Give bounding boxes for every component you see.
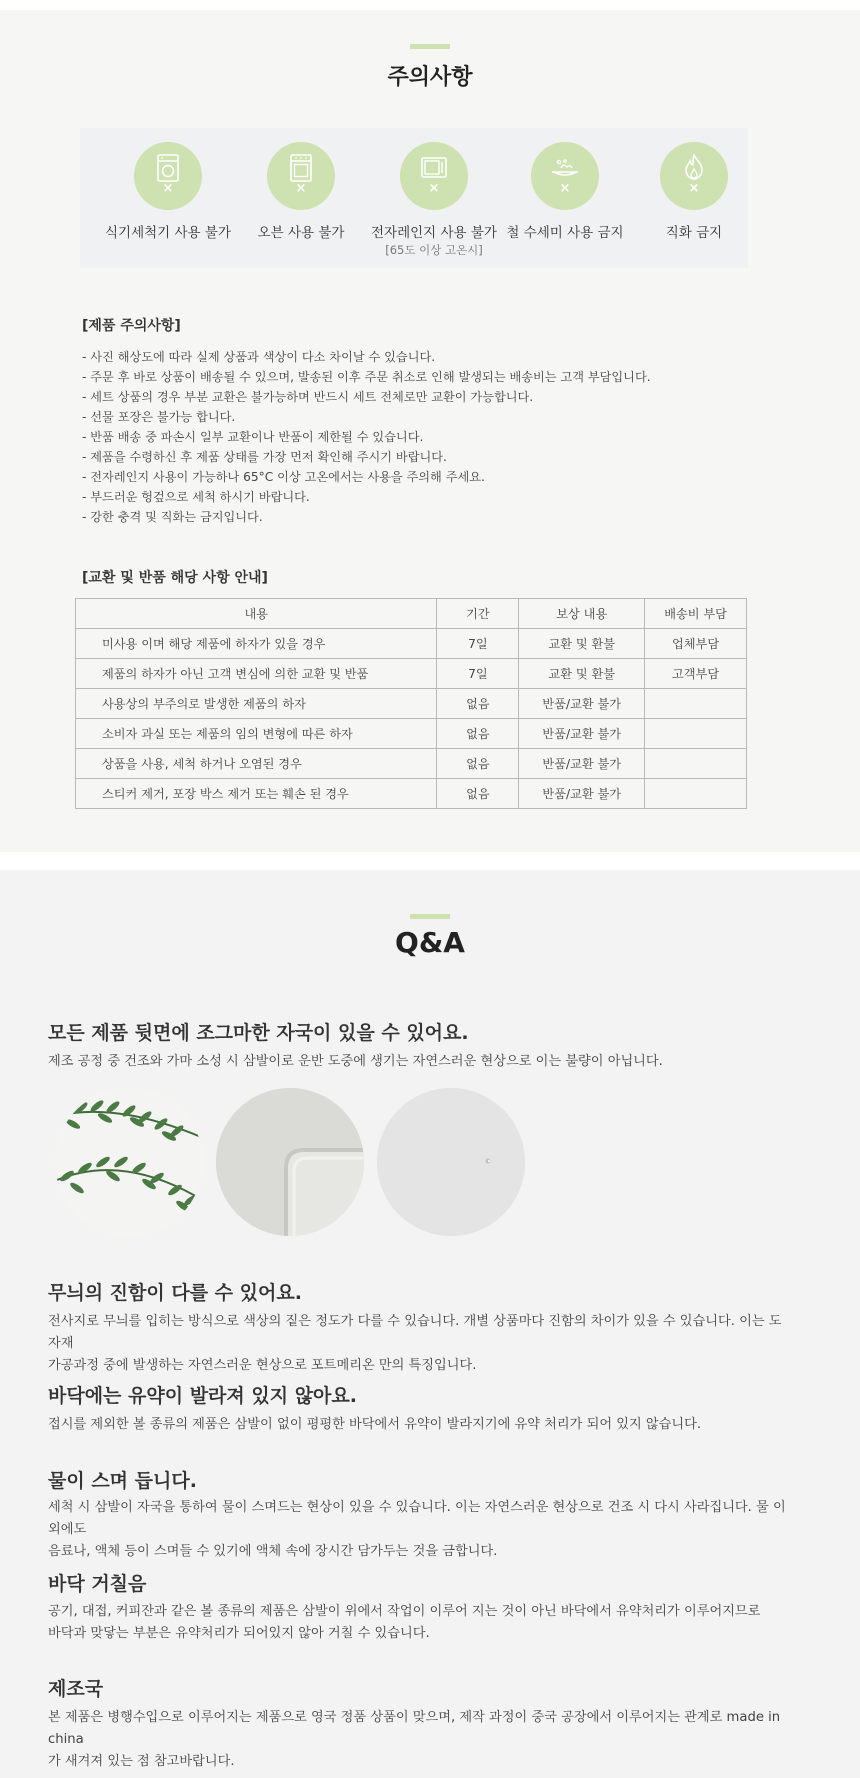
steel-scrubber-icon bbox=[551, 158, 579, 180]
cell-period: 7일 bbox=[437, 629, 519, 659]
qa-body-line: 본 제품은 병행수입으로 이루어지는 제품으로 영국 정품 상품이 맞으며, 제작 과정이 중국 공장에서 이루어지는 관계로 made in china bbox=[48, 1710, 781, 1747]
notice-title: [제품 주의사항] bbox=[82, 318, 181, 334]
caution-item-sub: [65도 이상 고온시] bbox=[385, 243, 483, 257]
dishwasher-icon bbox=[156, 154, 180, 182]
table-row bbox=[76, 689, 747, 719]
table-row bbox=[76, 629, 747, 659]
col-header-period: 기간 bbox=[437, 599, 519, 629]
prohibited-mark-icon: × bbox=[688, 181, 700, 196]
notice-item: - 주문 후 바로 상품이 배송될 수 있으며, 발송된 이후 주문 취소로 인해 발생되는 배송비는 고객 부담입니다. bbox=[82, 370, 651, 384]
notice-list bbox=[82, 347, 651, 527]
cell-compensation: 교환 및 환불 bbox=[519, 659, 645, 689]
caution-item-label: 직화 금지 bbox=[665, 225, 723, 241]
table-header-row bbox=[76, 599, 747, 629]
col-header-shipping: 배송비 부담 bbox=[645, 599, 747, 629]
qa-item-title: 모든 제품 뒷면에 조그마한 자국이 있을 수 있어요. bbox=[48, 1022, 469, 1044]
table-row bbox=[76, 779, 747, 809]
cell-period: 없음 bbox=[437, 719, 519, 749]
qa-item-title: 바닥에는 유약이 발라져 있지 않아요. bbox=[48, 1385, 357, 1407]
col-header-content: 내용 bbox=[76, 599, 437, 629]
cell-compensation: 반품/교환 불가 bbox=[519, 719, 645, 749]
cell-shipping bbox=[645, 719, 747, 749]
cell-content: 사용상의 부주의로 발생한 제품의 하자 bbox=[76, 689, 437, 719]
leaf-pattern-image bbox=[55, 1088, 203, 1236]
microwave-icon bbox=[421, 156, 447, 180]
prohibited-mark-icon: × bbox=[162, 181, 174, 196]
cell-shipping: 고객부담 bbox=[645, 659, 747, 689]
caution-item-label: 오븐 사용 불가 bbox=[257, 225, 345, 241]
notice-item: - 강한 충격 및 직화는 금지입니다. bbox=[82, 510, 263, 524]
table-row bbox=[76, 659, 747, 689]
dish-corner-image bbox=[216, 1088, 364, 1236]
cell-shipping bbox=[645, 689, 747, 719]
caution-item-label: 식기세척기 사용 불가 bbox=[105, 225, 231, 241]
cell-period: 없음 bbox=[437, 749, 519, 779]
caution-title: 주의사항 bbox=[387, 65, 473, 90]
cell-period: 7일 bbox=[437, 659, 519, 689]
qa-body-line: 음료나, 액체 등이 스며들 수 있기에 액체 속에 장시간 담가두는 것을 금합니다. bbox=[48, 1544, 498, 1559]
notice-item: - 사진 해상도에 따라 실제 상품과 색상이 다소 차이날 수 있습니다. bbox=[82, 350, 436, 364]
bottom-mark-image bbox=[377, 1088, 525, 1236]
cell-content: 스티커 제거, 포장 박스 제거 또는 훼손 된 경우 bbox=[76, 779, 437, 809]
caution-item-label: 전자레인지 사용 불가 bbox=[371, 225, 497, 241]
product-photo-pattern bbox=[55, 1088, 203, 1236]
qa-item-body bbox=[48, 1051, 788, 1073]
caution-title-bar bbox=[410, 44, 450, 49]
notice-item: - 부드러운 헝겊으로 세척 하시기 바랍니다. bbox=[82, 490, 310, 504]
cell-period: 없음 bbox=[437, 689, 519, 719]
cell-shipping: 업체부담 bbox=[645, 629, 747, 659]
qa-body-line: 전사지로 무늬를 입히는 방식으로 색상의 짙은 정도가 다를 수 있습니다. 개별 상품마다 진함의 차이가 있을 수 있습니다. 이는 도자재 bbox=[48, 1314, 782, 1351]
caution-item-label: 철 수세미 사용 금지 bbox=[506, 225, 624, 241]
product-photo-corner bbox=[216, 1088, 364, 1236]
table-row bbox=[76, 749, 747, 779]
cell-period: 없음 bbox=[437, 779, 519, 809]
qa-body-line: 가공과정 중에 발생하는 자연스러운 현상으로 포트메리온 만의 특징입니다. bbox=[48, 1358, 477, 1373]
qa-item-body bbox=[48, 1601, 788, 1645]
prohibited-mark-icon: × bbox=[428, 181, 440, 196]
qa-title: Q&A bbox=[395, 926, 465, 959]
qa-item-title: 물이 스며 듭니다. bbox=[48, 1470, 197, 1492]
notice-item: - 반품 배송 중 파손시 일부 교환이나 반품이 제한될 수 있습니다. bbox=[82, 430, 424, 444]
cell-content: 소비자 과실 또는 제품의 임의 변형에 따른 하자 bbox=[76, 719, 437, 749]
qa-item-title: 제조국 bbox=[48, 1678, 104, 1700]
notice-item: - 제품을 수령하신 후 제품 상태를 가장 먼저 확인해 주시기 바랍니다. bbox=[82, 450, 447, 464]
cell-compensation: 반품/교환 불가 bbox=[519, 749, 645, 779]
qa-body-line: 바닥과 맞닿는 부분은 유약처리가 되어있지 않아 거칠 수 있습니다. bbox=[48, 1626, 430, 1641]
qa-item-title: 무늬의 진함이 다를 수 있어요. bbox=[48, 1282, 302, 1304]
qa-body-line: 제조 공정 중 건조와 가마 소성 시 삼발이로 운반 도중에 생기는 자연스러운 현상으로 이는 불량이 아닙니다. bbox=[48, 1054, 663, 1069]
qa-item-body bbox=[48, 1414, 788, 1436]
qa-body-line: 접시를 제외한 볼 종류의 제품은 삼발이 없이 평평한 바닥에서 유약이 발라지기에 유약 처리가 되어 있지 않습니다. bbox=[48, 1417, 702, 1432]
fire-icon bbox=[683, 154, 705, 180]
prohibited-mark-icon: × bbox=[295, 181, 307, 196]
cell-compensation: 반품/교환 불가 bbox=[519, 779, 645, 809]
cell-content: 제품의 하자가 아닌 고객 변심에 의한 교환 및 반품 bbox=[76, 659, 437, 689]
qa-title-bar bbox=[410, 914, 450, 919]
cell-compensation: 교환 및 환불 bbox=[519, 629, 645, 659]
notice-item: - 세트 상품의 경우 부분 교환은 불가능하며 반드시 세트 전체로만 교환이 가능합니다. bbox=[82, 390, 534, 404]
cell-content: 미사용 이며 해당 제품에 하자가 있을 경우 bbox=[76, 629, 437, 659]
qa-item-body bbox=[48, 1497, 788, 1563]
product-photo-mark bbox=[377, 1088, 525, 1236]
notice-item: - 선물 포장은 불가능 합니다. bbox=[82, 410, 236, 424]
cell-shipping bbox=[645, 779, 747, 809]
oven-icon bbox=[289, 154, 313, 182]
caution-icons-panel bbox=[80, 128, 748, 268]
qa-body-line: 가 새겨져 있는 점 참고바랍니다. bbox=[48, 1754, 235, 1769]
caution-section bbox=[0, 10, 860, 852]
cell-shipping bbox=[645, 749, 747, 779]
qa-item-body bbox=[48, 1311, 788, 1377]
notice-item: - 전자레인지 사용이 가능하나 65°C 이상 고온에서는 사용을 주의해 주세요. bbox=[82, 470, 485, 484]
table-row bbox=[76, 719, 747, 749]
cell-content: 상품을 사용, 세척 하거나 오염된 경우 bbox=[76, 749, 437, 779]
qa-item-title: 바닥 거칠음 bbox=[48, 1573, 147, 1595]
qa-body-line: 공기, 대접, 커피잔과 같은 볼 종류의 제품은 삼발이 위에서 작업이 이루어 지는 것이 아닌 바닥에서 유약처리가 이루어지므로 bbox=[48, 1604, 761, 1619]
col-header-compensation: 보상 내용 bbox=[519, 599, 645, 629]
exchange-title: [교환 및 반품 해당 사항 안내] bbox=[82, 570, 268, 586]
prohibited-mark-icon: × bbox=[559, 181, 571, 196]
qa-body-line: 세척 시 삼발이 자국을 통하여 물이 스며드는 현상이 있을 수 있습니다. 이는 자연스러운 현상으로 건조 시 다시 사라집니다. 물 이외에도 bbox=[48, 1500, 786, 1537]
qa-item-body bbox=[48, 1707, 788, 1773]
exchange-table bbox=[75, 598, 747, 809]
cell-compensation: 반품/교환 불가 bbox=[519, 689, 645, 719]
